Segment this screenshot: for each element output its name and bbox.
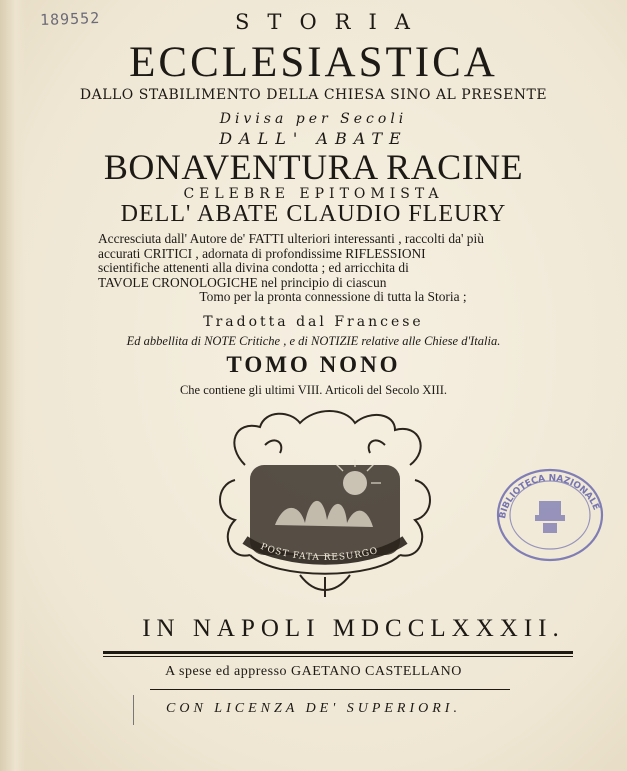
library-stamp: [491, 461, 609, 563]
stamp-text: BIBLIOTECA NAZIONALE: [498, 473, 601, 520]
imprint-rule-lower: [150, 689, 510, 690]
description-line: scientifiche attenenti alla divina condotta ; ed arricchita di: [98, 260, 409, 275]
description-line: TAVOLE CRONOLOGICHE nel principio di ciascun: [98, 274, 387, 290]
imprint-city-date: IN NAPOLI MDCCLXXXII.: [142, 615, 565, 642]
handwritten-accession-number: 189552: [39, 8, 101, 30]
volume-number: TOMO NONO: [226, 352, 401, 377]
subtitle-dallabate: DALL' ABATE: [219, 129, 408, 148]
annotation-note: Ed abbellita di NOTE Critiche , e di NOTIZIE relative alle Chiese d'Italia.: [126, 334, 501, 348]
imprint-rule-thin: [103, 656, 573, 657]
description-line: Accresciuta dall' Autore de' FATTI ulteriori interessanti , raccolti da' più: [98, 231, 484, 246]
imprint-rule-thick: [103, 651, 573, 654]
subtitle-divisa: Divisa per Secoli: [219, 111, 408, 127]
imprint-printer: A spese ed appresso GAETANO CASTELLANO: [165, 664, 462, 679]
description-line: accurati CRITICI , adornata di profondissime RIFLESSIONI: [98, 245, 426, 261]
description-paragraph: [98, 232, 568, 305]
source-author: DELL' ABATE CLAUDIO FLEURY: [120, 201, 507, 227]
author-name: BONAVENTURA RACINE: [103, 147, 524, 187]
phoenix-vignette: [205, 405, 445, 600]
translation-note: Tradotta dal Francese: [203, 314, 424, 330]
title-ecclesiastica: ECCLESIASTICA: [129, 39, 498, 86]
subtitle-dallo: DALLO STABILIMENTO DELLA CHIESA SINO AL PRESENTE: [79, 87, 548, 103]
description-line: Tomo per la pronta connessione di tutta la Storia ;: [199, 289, 467, 304]
vignette-motto: POST FATA RESURGO: [258, 541, 380, 564]
author-epithet: CELEBRE EPITOMISTA: [183, 186, 444, 202]
volume-contents: Che contiene gli ultimi VIII. Articoli del Secolo XIII.: [179, 383, 448, 397]
title-storia: STORIA: [235, 10, 428, 34]
imprint-license: CON LICENZA DE' SUPERIORI.: [166, 701, 461, 716]
